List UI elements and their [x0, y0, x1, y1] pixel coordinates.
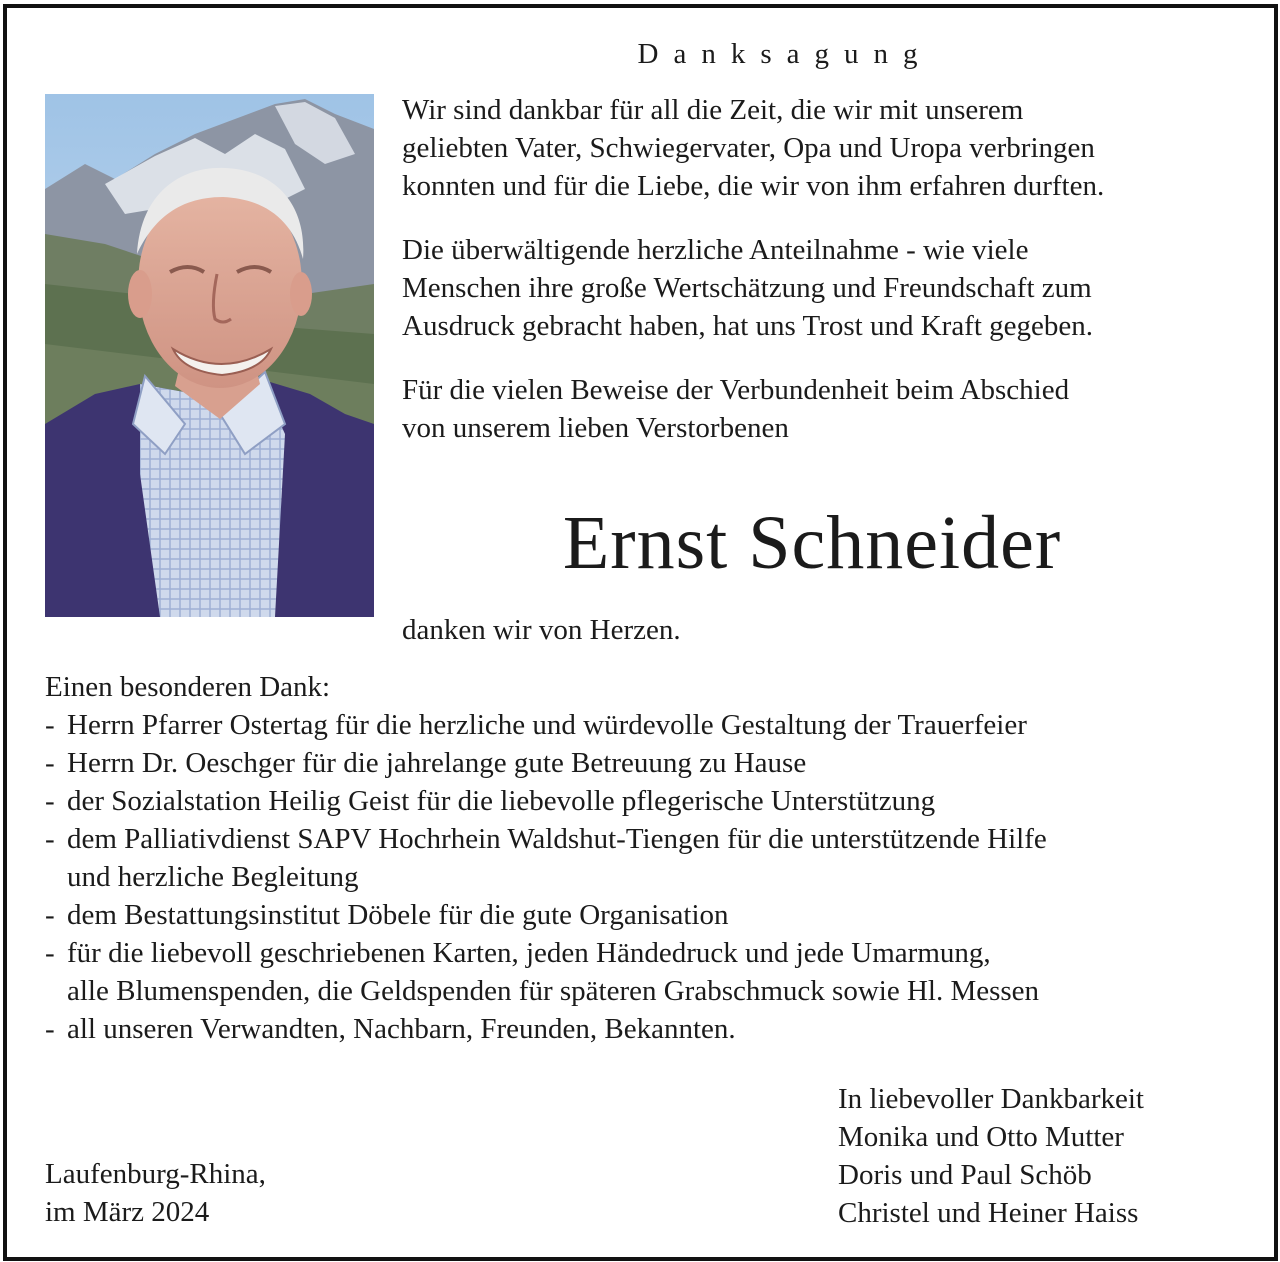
intro-paragraph-2	[402, 231, 1262, 345]
list-item-text: - Herrn Dr. Oeschger für die jahrelange gute Betreuung zu Hause	[67, 747, 807, 779]
date: im März 2024	[45, 1196, 210, 1228]
portrait-photo	[45, 94, 374, 617]
text-line: geliebten Vater, Schwiegervater, Opa und Uropa verbringen	[402, 132, 1095, 164]
intro-paragraph-3	[402, 371, 1262, 447]
intro-paragraph-1	[402, 91, 1262, 205]
closing-line	[402, 611, 1262, 649]
place: Laufenburg-Rhina,	[45, 1158, 266, 1190]
list-item	[45, 782, 1265, 820]
text-line: danken wir von Herzen.	[402, 614, 681, 646]
list-item	[45, 934, 1265, 1010]
list-item	[45, 896, 1265, 934]
list-item-text: - der Sozialstation Heilig Geist für die liebevolle pflegerische Unterstützung	[67, 785, 936, 817]
special-thanks-list	[45, 706, 1265, 1048]
notice-title: Danksagung	[637, 38, 933, 70]
special-thanks-heading: Einen besonderen Dank:	[45, 671, 331, 703]
list-item	[45, 1010, 1265, 1048]
text-line: von unserem lieben Verstorbenen	[402, 412, 789, 444]
signature-line: Monika und Otto Mutter	[838, 1121, 1124, 1153]
signature-line: Doris und Paul Schöb	[838, 1159, 1092, 1191]
list-item	[45, 744, 1265, 782]
signature-line: Christel und Heiner Haiss	[838, 1197, 1139, 1229]
signature-block	[838, 1080, 1144, 1232]
special-thanks-section	[45, 668, 1265, 1048]
text-line: Für die vielen Beweise der Verbundenheit beim Abschied	[402, 374, 1070, 406]
list-item-text: alle Blumenspenden, die Geldspenden für späteren Grabschmuck sowie Hl. Messen	[67, 975, 1040, 1007]
list-item	[45, 820, 1265, 896]
signature-line: In liebevoller Dankbarkeit	[838, 1083, 1144, 1115]
list-item-text: und herzliche Begleitung	[67, 861, 359, 893]
text-line: Wir sind dankbar für all die Zeit, die wir mit unserem	[402, 94, 1024, 126]
text-line: konnten und für die Liebe, die wir von ihm erfahren durften.	[402, 170, 1105, 202]
list-item-text: - dem Palliativdienst SAPV Hochrhein Waldshut-Tiengen für die unterstützende Hilfe	[67, 823, 1047, 855]
list-item-text: - dem Bestattungsinstitut Döbele für die gute Organisation	[67, 899, 729, 931]
text-line: Die überwältigende herzliche Anteilnahme - wie viele	[402, 234, 1029, 266]
text-line: Ausdruck gebracht haben, hat uns Trost und Kraft gegeben.	[402, 310, 1094, 342]
list-item-text: - für die liebevoll geschriebenen Karten, jeden Händedruck und jede Umarmung,	[67, 937, 991, 969]
list-item-text: - Herrn Pfarrer Ostertag für die herzliche und würdevolle Gestaltung der Trauerfeier	[67, 709, 1027, 741]
text-line: Menschen ihre große Wertschätzung und Freundschaft zum	[402, 272, 1092, 304]
place-date	[45, 1155, 266, 1231]
list-item-text: - all unseren Verwandten, Nachbarn, Freunden, Bekannten.	[67, 1013, 736, 1045]
list-item	[45, 706, 1265, 744]
deceased-name: Ernst Schneider	[562, 501, 1062, 585]
